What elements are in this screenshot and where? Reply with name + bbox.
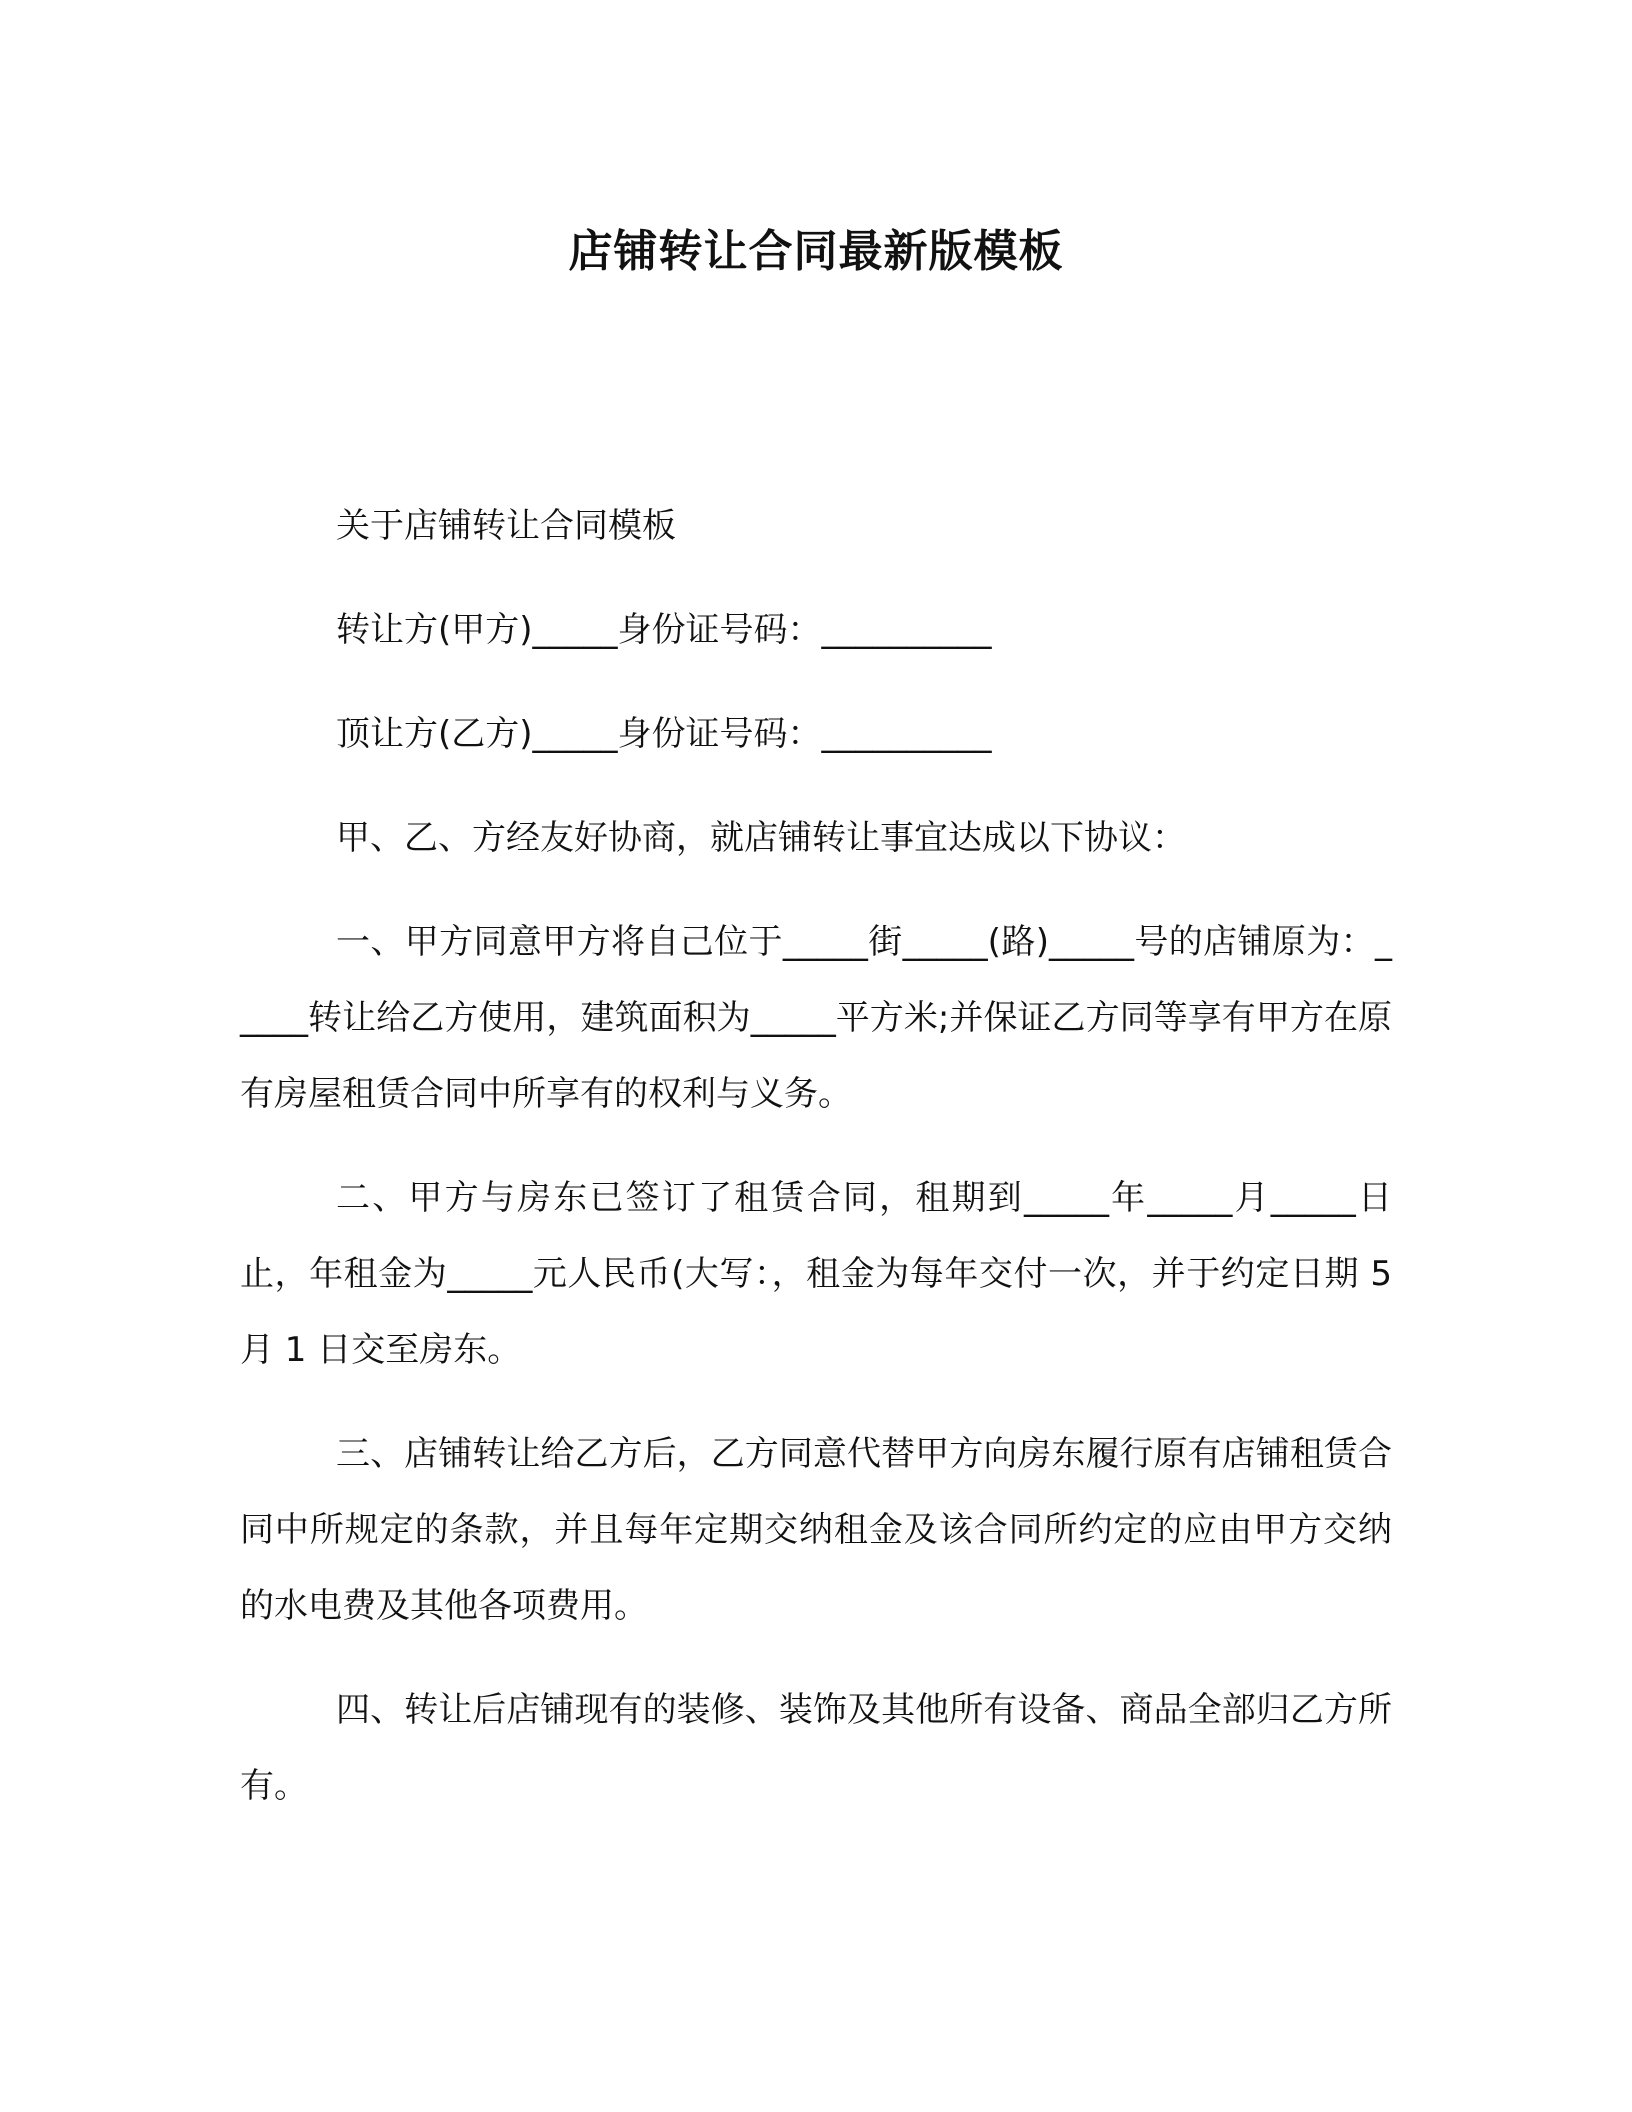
paragraph-clause-4: 四、转让后店铺现有的装修、装饰及其他所有设备、商品全部归乙方所有。 bbox=[240, 1690, 1392, 1806]
paragraph-intro: 关于店铺转让合同模板 bbox=[336, 506, 676, 546]
document-body bbox=[240, 488, 1392, 1852]
paragraph-clause-3: 三、店铺转让给乙方后，乙方同意代替甲方向房东履行原有店铺租赁合同中所规定的条款，并且每年定期交纳租金及该合同所约定的应由甲方交纳的水电费及其他各项费用。 bbox=[240, 1434, 1392, 1626]
document-title: 店铺转让合同最新版模板 bbox=[568, 226, 1064, 277]
paragraph-transferor: 转让方(甲方)_____身份证号码：__________ bbox=[336, 610, 992, 650]
paragraph-clause-1: 一、甲方同意甲方将自己位于_____街_____(路)_____号的店铺原为：_____转让给乙方使用，建筑面积为_____平方米;并保证乙方同等享有甲方在原有房屋租赁合同中所享有的权利与义务。 bbox=[240, 922, 1392, 1114]
paragraph-transferee: 顶让方(乙方)_____身份证号码：__________ bbox=[336, 714, 992, 754]
paragraph-clause-2: 二、甲方与房东已签订了租赁合同，租期到_____年_____月_____日止，年租金为_____元人民币(大写：，租金为每年交付一次，并于约定日期 5 月 1 日交至房东。 bbox=[240, 1178, 1392, 1370]
paragraph-agreement: 甲、乙、方经友好协商，就店铺转让事宜达成以下协议： bbox=[336, 818, 1186, 858]
